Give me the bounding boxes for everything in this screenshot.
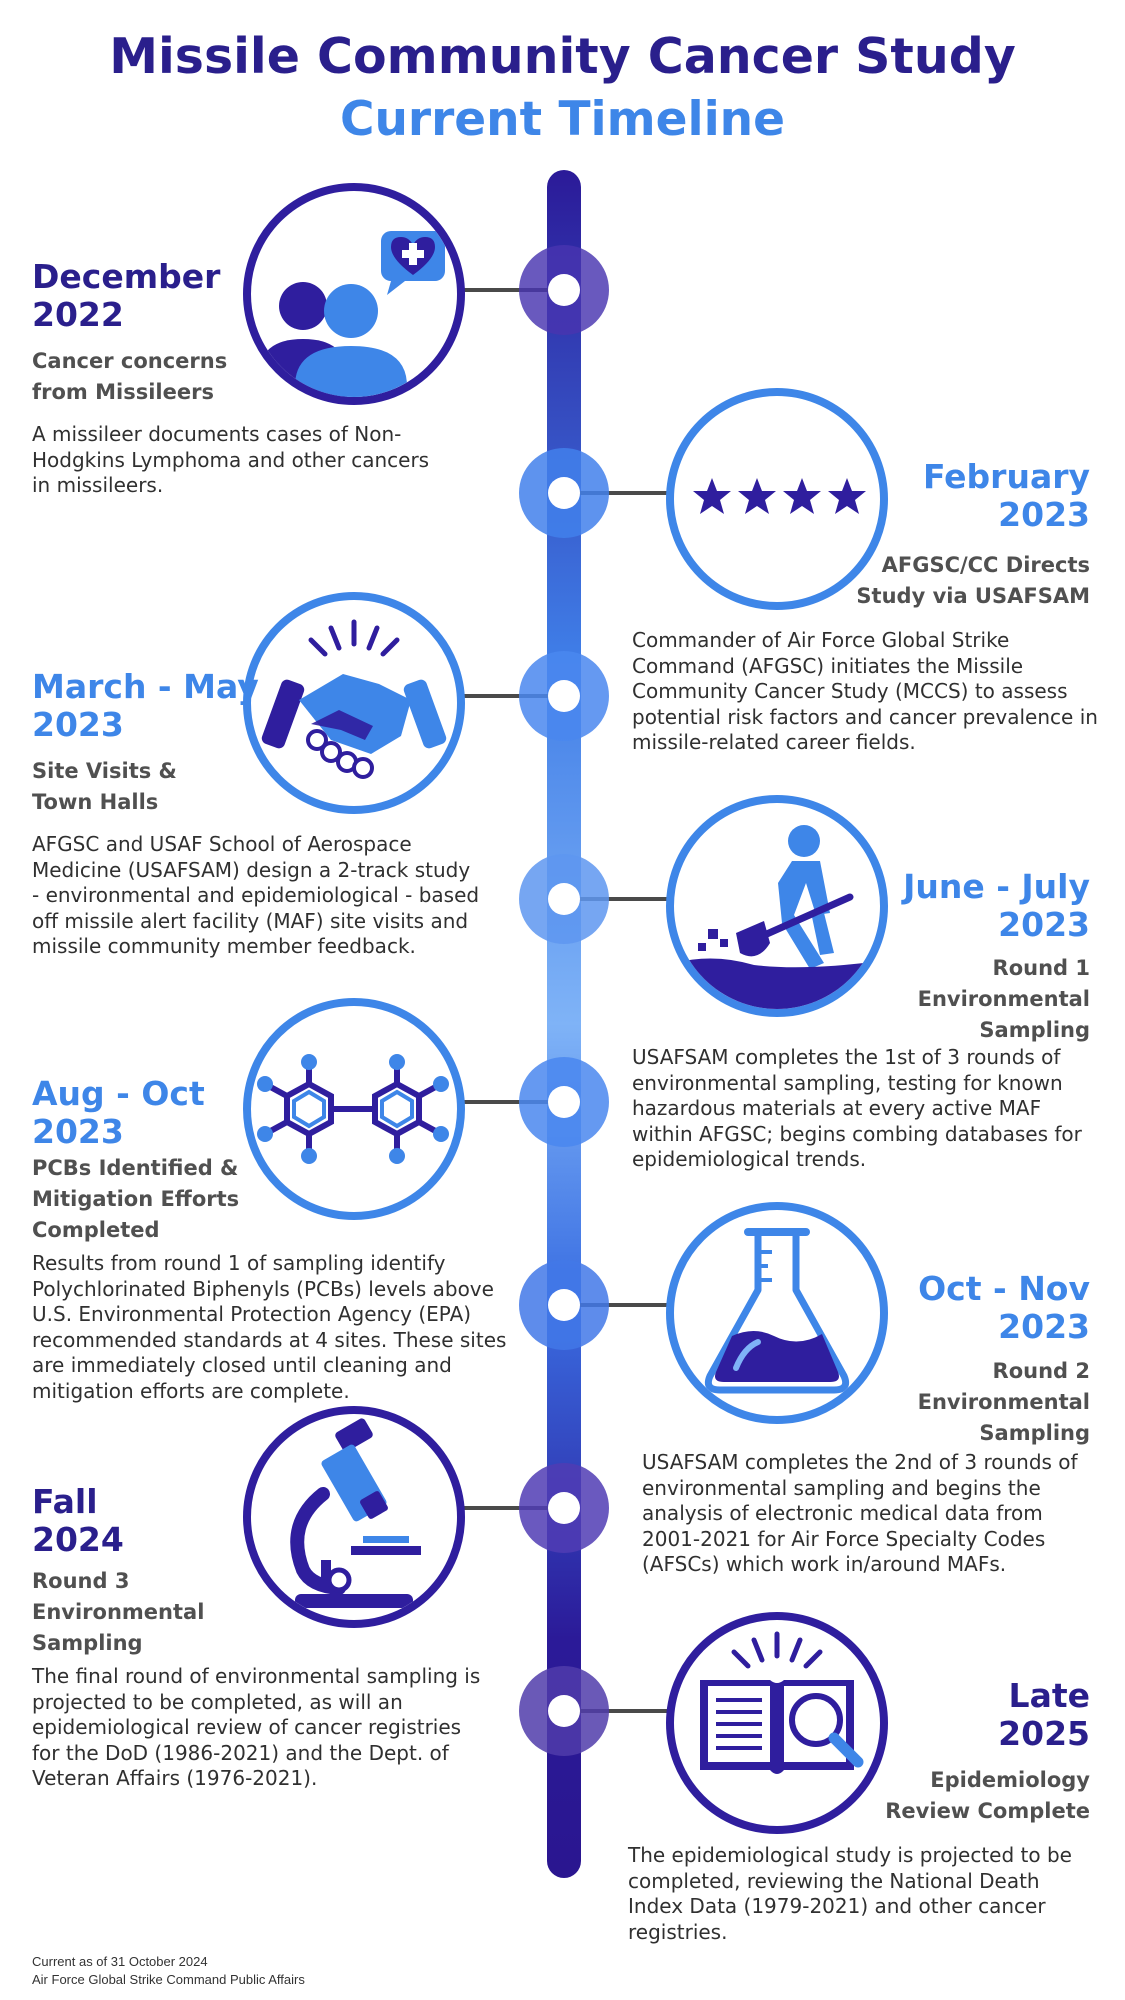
event-description: The epidemiological study is projected to be completed, reviewing the National Death Index Data (1979-2021) and other cancer registries. [628,1843,1072,1944]
microscope-icon [243,1406,465,1628]
event-description: USAFSAM completes the 1st of 3 rounds of environmental sampling, testing for known hazardous materials at every active MAF within AFGSC; begins combing databases for epidemiological trends. [632,1045,1082,1171]
timeline-node [519,854,609,944]
timeline-node [519,245,609,335]
event-date: Oct - Nov 2023 [918,1269,1090,1346]
flask-icon [666,1202,888,1424]
handshake-icon [243,592,465,814]
event-date: Fall 2024 [32,1482,124,1559]
event-description: A missileer documents cases of Non-Hodgkins Lymphoma and other cancers in missileers. [32,422,430,497]
event-subtitle: PCBs Identified & Mitigation Efforts Completed [32,1156,240,1242]
event-date: Late 2025 [998,1676,1090,1753]
timeline-node [519,1666,609,1756]
event-subtitle: Round 1 Environmental Sampling [917,956,1090,1042]
event-subtitle: Epidemiology Review Complete [885,1768,1090,1823]
event-subtitle: Round 3 Environmental Sampling [32,1569,205,1655]
people-heart-speech-icon [243,183,465,405]
footer-note: Current as of 31 October 2024 Air Force Global Strike Command Public Affairs [32,1954,305,1987]
event-description: AFGSC and USAF School of Aerospace Medicine (USAFSAM) design a 2-track study - environmental and epidemiological - based off missile alert facility (MAF) site visits and missile community member feedback. [32,832,480,958]
event-subtitle: Cancer concerns from Missileers [32,349,228,404]
event-date: December 2022 [32,257,221,334]
timeline-node [519,1463,609,1553]
timeline-node [519,651,609,741]
event-description: The final round of environmental sampling is projected to be completed, as will an epidemiological review of cancer registries for the DoD (1986-2021) and the Dept. of Veteran Affairs (1976-2021). [32,1664,481,1790]
event-date: Aug - Oct 2023 [32,1074,205,1151]
timeline-node [519,1057,609,1147]
page-subtitle: Current Timeline [339,92,786,147]
event-description: USAFSAM completes the 2nd of 3 rounds of environmental sampling and begins the analysis of electronic medical data from 2001-2021 for Air Force Specialty Codes (AFSCs) which work in/around MAFs. [642,1450,1078,1576]
timeline-node [519,448,609,538]
timeline-node [519,1260,609,1350]
event-date: March - May 2023 [32,667,259,744]
person-shovel-icon [666,795,888,1017]
event-date: February 2023 [922,457,1090,534]
four-stars-icon [666,388,888,610]
event-subtitle: AFGSC/CC Directs Study via USAFSAM [856,553,1090,608]
event-subtitle: Site Visits & Town Halls [32,759,177,814]
event-description: Commander of Air Force Global Strike Command (AFGSC) initiates the Missile Community Cancer Study (MCCS) to assess potential risk factors and cancer prevalence in missile-related career fields. [632,628,1098,754]
event-subtitle: Round 2 Environmental Sampling [917,1359,1090,1445]
timeline-axis [547,170,581,1878]
open-book-magnifier-icon [666,1612,888,1834]
page-title: Missile Community Cancer Study [109,28,1016,85]
event-date: June - July 2023 [903,867,1090,944]
event-description: Results from round 1 of sampling identify Polychlorinated Biphenyls (PCBs) levels above U.S. Environmental Protection Agency (EPA) recommended standards at 4 sites. These sites are immediately closed until cleaning and mitigation efforts are complete. [32,1251,507,1403]
molecule-icon [243,998,465,1220]
